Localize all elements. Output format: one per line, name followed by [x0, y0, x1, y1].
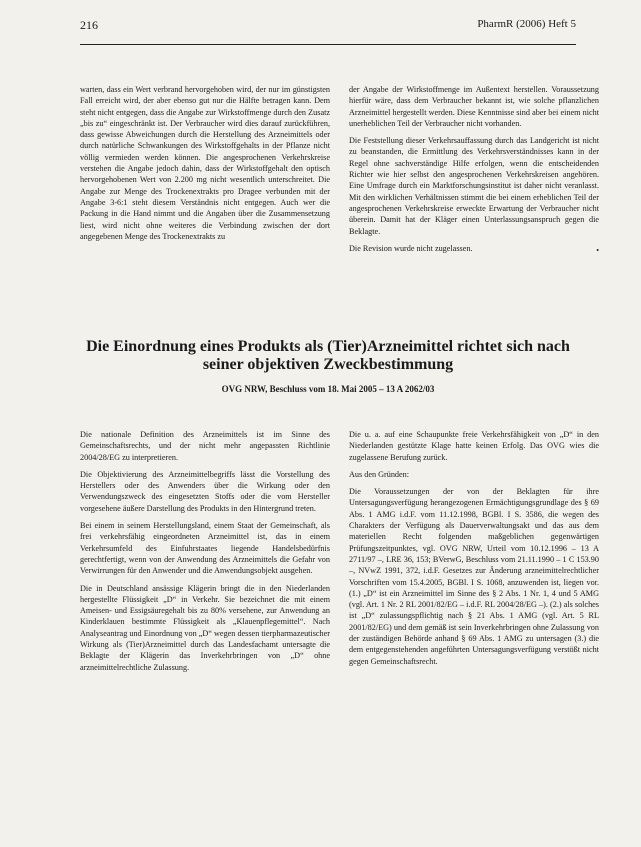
article-left-column: [80, 429, 330, 679]
headnote: Die nationale Definition des Arzneimittels ist im Sinne des Gemeinschaftsrechts, und der nicht mehr angepassten Richtlinie 2004/28/EG zu interpretieren.: [80, 430, 330, 462]
paragraph: warten, dass ein Wert verbrand hervorgehoben wird, der nur im günstigsten Fall erreicht wird, der aber ebenso gut nur die Hälfte betragen kann. Dem steht nicht entgegen, dass die Angabe zur Wirkstoffmenge durch den Zusatz „bis zu“ eingeschränkt ist. Der Verbraucher wird dies darauf zurückführen, dass gewisse Abweichungen durch die Herstellung des Arzneimittels oder durch natürliche Schwankungen des Wirkstoffgehalts in der Pflanze nicht völlig vermieden werden können. Die angesprochenen Verkehrskreise verstehen die Angabe jedoch dahin, dass der Wirkstoffgehalt den optisch hervorgehobenen Wert von 2.200 mg nicht wesentlich unterschreitet. Die Angabe zur Menge des Trockenextrakts pro Dragee verbunden mit der Angabe 3-6:1 steht diesem Verständnis nicht entgegen. Auch wer die Packung in die Hand nimmt und die Angaben über die Zusammensetzung liest, wird nicht ohne weiteres die Verbindung zwischen der dort angegebenen Menge des Trockenextrakts zu: [80, 85, 330, 241]
top-left-column: [80, 84, 330, 248]
paragraph: Die Voraussetzungen der von der Beklagten für ihre Untersagungsverfügung herangezogenen Ermächtigungsgrundlage des § 69 Abs. 1 AMG i.d.F. vom 11.12.1998, BGBl. I S. 3586, die wegen des Charakters der Verfügung als Dauerverwaltungsakt und das aus dem materiellen Recht folgenden maßgeblichen gegenwärtigen Prüfungszeitpunktes, vgl. OVG NRW, Urteil vom 10.12.1996 – 13 A 2711/97 –, LRE 36, 153; BVerwG, Beschluss vom 21.11.1990 – 1 C 153.90 –, NVwZ 1991, 372, i.d.F. Gesetzes zur Änderung arzneimittelrechtlicher Vorschriften vom 15.4.2005, BGBl. I S. 1068, anzuwenden ist, liegen vor. (1.) „D“ ist ein Arzneimittel im Sinne des § 2 Abs. 1 Nr. 1, 4 und 5 AMG (vgl. Art. 1 Nr. 2 RL 2001/82/EG – i.d.F. RL 2004/28/EG –). (2.) als solches ist „D“ zulassungspflichtig nach § 21 Abs. 1 AMG (vgl. Art. 5 RL 2001/82/EG) und dem gemäß ist sein Inverkehrbringen ohne Zulassung von der zuständigen Behörde anhand § 69 Abs. 1 AMG zu untersagen (3.) die dem entgegenstehenden angeführten Untersagungsverfügung verstößt nicht gegen Gemeinschaftsrecht.: [349, 487, 599, 666]
article-right-column: [349, 429, 599, 673]
running-head: PharmR (2006) Heft 5: [477, 18, 576, 30]
headnote: Die Objektivierung des Arzneimittelbegriffs lässt die Vorstellung des Herstellers oder des Anwenders über die Wirkung oder den Verwendungszweck des eingesetzten Stoffs oder die vom Hersteller vorgesehene äußere Darstellung des Produkts in den Hintergrund treten.: [80, 469, 330, 513]
page-header: [80, 18, 576, 38]
top-right-column: [349, 84, 599, 260]
revision-note: Die Revision wurde nicht zugelassen.: [349, 243, 473, 253]
paragraph: Die Feststellung dieser Verkehrsauffassung durch das Landgericht ist nicht zu beanstanden, die Ermittlung des Verkehrsverständnisses kann in der Regel ohne sachverständige Hilfe erfolgen, wenn die entscheidenden Richter wie hier selbst den angesprochenen Verkehrskreisen angehören. Eine Umfrage durch ein Marktforschungsinstitut ist daher nicht veranlasst. Mit den wirklichen Verhältnissen stimmt die bei einem erheblichen Teil der angesprochenen Verkehrskreise erweckte Erwartung der Verbraucher nicht überein. Damit hat der Kläger einen Unterlassungsanspruch gegen die Beklagte.: [349, 136, 599, 236]
article-title: Die Einordnung eines Produkts als (Tier)Arzneimittel richtet sich nach seiner objektiven Zweckbestimmung: [86, 338, 570, 373]
page-number: 216: [80, 18, 98, 32]
paragraph: der Angabe der Wirkstoffmenge im Außentext herstellen. Voraussetzung hierfür wäre, dass dem Verbraucher bekannt ist, wie solche pflanzlichen Arzneimittel hergestellt werden. Diese Kenntnisse sind aber bei einem nicht unerheblichen Teil der Verbraucher nicht vorhanden.: [349, 85, 599, 128]
paragraph: Die u. a. auf eine Schaupunkte freie Verkehrsfähigkeit von „D“ in den Niederlanden gestützte Klage hatte keinen Erfolg. Das OVG wies die zugelassene Berufung zurück.: [349, 430, 599, 462]
paragraph: [349, 243, 599, 254]
headnote: Bei einem in seinem Herstellungsland, einem Staat der Gemeinschaft, als frei verkehrsfähig eingeordneten Arzneimittel ist, das in einem Verkehrsumfeld des Einfuhrstaates liegende Handelsbedürfnis gerechtfertigt, wenn von der Anwendung des Arzneimittels die Gefahr von Verwirrungen für den Anwender und die Anwendungsobjekt ausgehen.: [80, 521, 330, 576]
header-rule: [80, 44, 576, 45]
section-heading: Aus den Gründen:: [349, 469, 410, 479]
article-subtitle: OVG NRW, Beschluss vom 18. Mai 2005 – 13 A 2062/03: [221, 384, 435, 394]
paragraph: Die in Deutschland ansässige Klägerin bringt die in den Niederlanden hergestellte Flüssigkeit „D“ in Verkehr. Sie bezeichnet die mit einem Ameisen- und Essigsäuregehalt bis zu 80% versehene, zur Anwendung an Kinderklauen bestimmte Flüssigkeit als „Klauenpflegemittel“. Nach Analyseantrag und Einordnung von „D“ wegen dessen tierpharmazeutischer Wirkung als (Tier)Arzneimittel durch das Landesfachamt untersagte die Beklagte der Klägerin das Inverkehrbringen von „D“ ohne arzneimittelrechtliche Zulassung.: [80, 583, 330, 672]
end-mark-icon: •: [596, 245, 599, 255]
